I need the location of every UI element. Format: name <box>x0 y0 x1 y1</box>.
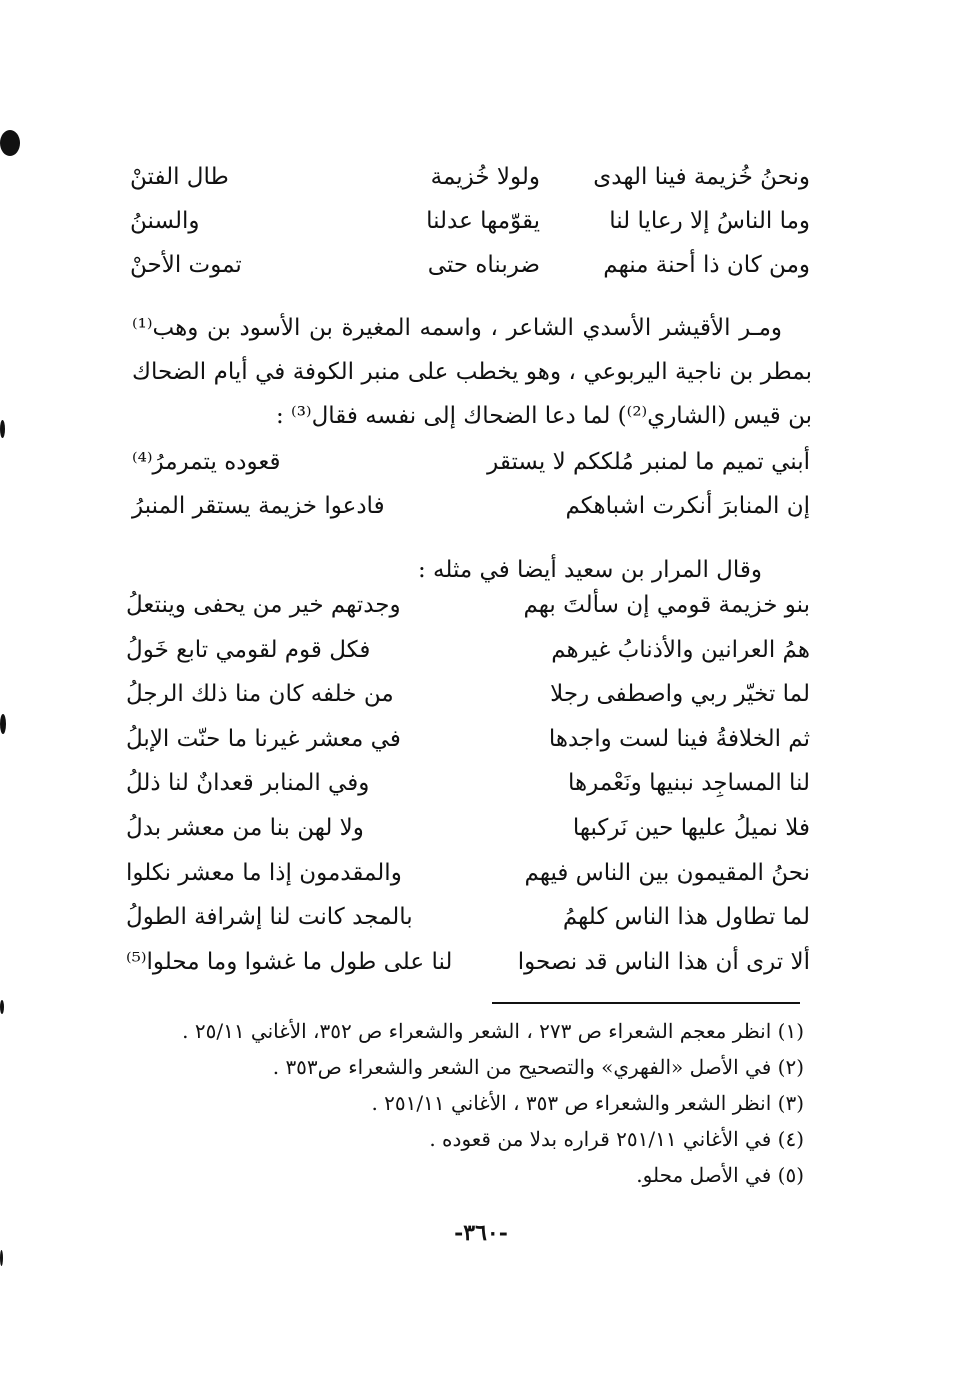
verse-hemistich: ولا لهن بنا من معشر بدلُ <box>126 814 364 841</box>
verse-part: والسننُ <box>130 208 200 234</box>
footnote: (٢) في الأصل «الفهري» والتصحيح من الشعر والشعراء ص٣٥٣ . <box>272 1055 804 1079</box>
verse-part: يقوّمها عدلنا <box>426 208 540 234</box>
verse-block <box>132 440 810 528</box>
verse-part: تموت الأحنْ <box>130 252 242 278</box>
verse-line <box>126 860 810 905</box>
footnote: (١) انظر معجم الشعراء ص ٢٧٣ ، الشعر والشعراء ص ٣٥٢، الأغاني ٢٥/١١ . <box>182 1019 804 1043</box>
verse-hemistich: لما تخيّر ربي واصطفى رجلا <box>550 681 810 708</box>
footnote: (٣) انظر الشعر والشعراء ص ٣٥٣ ، الأغاني ٢٥١/١١ . <box>371 1091 804 1115</box>
verse-line <box>126 637 810 682</box>
verse-line <box>130 252 810 296</box>
verse-line <box>130 164 810 208</box>
verse-hemistich: إن المنابرَ أنكرت اشباهكم <box>565 493 810 519</box>
verse-hemistich: وفي المنابر قعدانٌ لنا ذللُ <box>126 770 370 797</box>
verse-hemistich: لنا المساجِد نبنيها ونَعْمرها <box>568 770 810 797</box>
verse-hemistich: ألا ترى أن هذا الناس قد نصحوا <box>517 948 810 975</box>
verse-hemistich: بالمجد كانت لنا إشرافة الطولُ <box>126 904 413 931</box>
footnote: (٥) في الأصل محلو. <box>636 1163 804 1187</box>
prose-paragraph: ومـر الأقيشر الأسدي الشاعر ، واسمه المغيرة بن الأسود بن وهب⁽¹⁾ بمطر بن ناجية اليربوعي ، وهو يخطب على منبر الكوفة في أيام الضحاك بن قيس (الشاري⁽²⁾) لما دعا الضحاك إلى نفسه فقال⁽³⁾ : <box>132 315 812 429</box>
verse-line <box>126 815 810 860</box>
scan-mark <box>0 1000 4 1014</box>
verse-part: ولولا خُزيمة <box>430 164 540 190</box>
scan-mark <box>0 1250 3 1266</box>
footnote-divider <box>492 1002 800 1004</box>
verse-line <box>132 440 810 484</box>
poem-qasida <box>126 592 810 993</box>
verse-line <box>130 208 810 252</box>
scan-mark <box>0 130 20 156</box>
verse-hemistich: والمقدمون إذا ما معشر نكلوا <box>126 859 402 886</box>
page-number: -٣٦٠- <box>454 1220 508 1246</box>
verse-hemistich: قعوده يتمرمرُ⁽⁴⁾ <box>132 449 281 475</box>
verse-part: ونحنُ خُزيمة فينا الهدى <box>593 164 810 190</box>
verse-part: ومن كان ذا أحنة منهم <box>603 252 810 278</box>
verse-line <box>126 681 810 726</box>
scan-mark <box>0 714 6 734</box>
verse-line <box>126 592 810 637</box>
verse-part: وما الناسُ إلا رعايا لنا <box>609 208 810 234</box>
verse-hemistich: في معشر غيرنا ما حنّت الإبلُ <box>126 725 401 752</box>
scan-mark <box>0 420 5 438</box>
verse-hemistich: نحنُ المقيمون بين الناس فيهم <box>524 859 810 886</box>
verse-line <box>132 484 810 528</box>
verse-hemistich: لنا على طول ما غشوا وما محلوا⁽⁵⁾ <box>126 948 453 975</box>
verse-part: طال الفتنْ <box>130 164 229 190</box>
verse-line <box>126 770 810 815</box>
verse-hemistich: بنو خزيمة قومي إن سألتَ بهم <box>523 592 810 618</box>
verse-hemistich: همُ العرانين والأذنابُ غيرهم <box>551 636 810 663</box>
verse-hemistich: فلا نميلُ عليها حين نَركبها <box>572 814 810 841</box>
verse-hemistich: فكل قوم لقومي تابع خَولُ <box>126 636 371 663</box>
footnotes <box>120 1013 804 1193</box>
footnote: (٤) في الأغاني ٢٥١/١١ قراره بدلا من قعوده . <box>429 1127 804 1151</box>
poem-intro: وقال المرار بن سعيد أيضا في مثله : <box>417 557 762 583</box>
verse-hemistich: من خلفه كان منا ذلك الرجلُ <box>126 681 394 708</box>
verse-line <box>126 949 810 994</box>
verse-hemistich: ثم الخلافةُ فينا لست واجدها <box>548 725 810 752</box>
verse-line <box>126 904 810 949</box>
verse-hemistich: فادعوا خزيمة يستقر المنبرُ <box>132 493 385 519</box>
verse-hemistich: أبني تميم ما لمنبر مُلككم لا يستقر <box>487 449 810 475</box>
verse-line <box>126 726 810 771</box>
verse-hemistich: لما تطاول هذا الناس كلهمُ <box>562 904 810 931</box>
verse-hemistich: وجدتهم خير من يحفى وينتعلُ <box>126 592 401 618</box>
verse-part: ضربناه حتى <box>427 252 540 278</box>
